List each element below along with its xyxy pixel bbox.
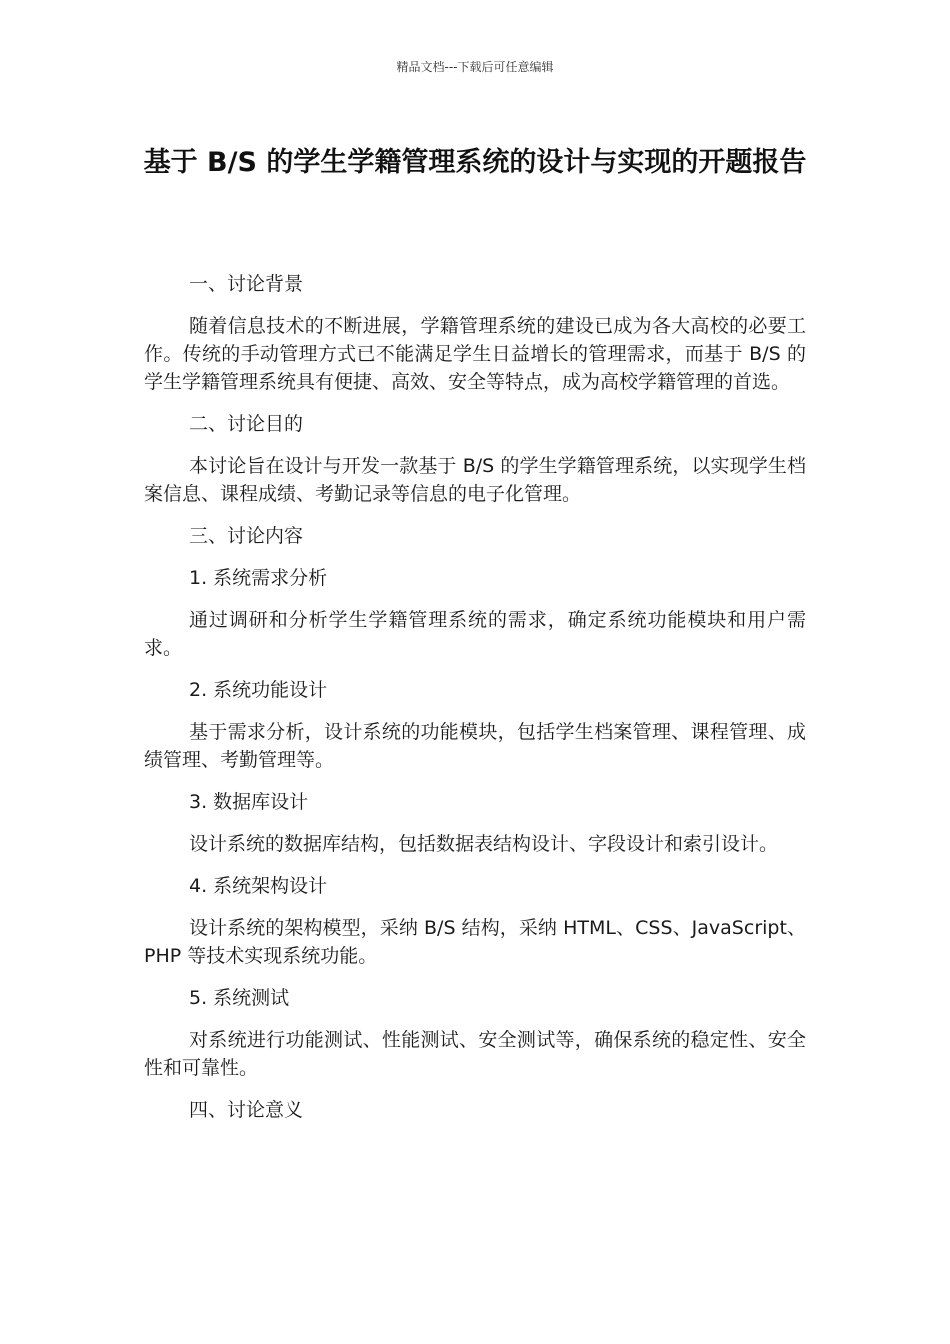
header-note: 精品文档---下载后可任意编辑	[396, 60, 554, 74]
subsection-heading: 4. 系统架构设计	[189, 875, 328, 897]
subsection-heading: 2. 系统功能设计	[189, 679, 328, 701]
section-heading: 四、讨论意义	[189, 1099, 304, 1121]
paragraph: 设计系统的架构模型，采纳 B/S 结构，采纳 HTML、CSS、JavaScript、PHP 等技术实现系统功能。	[144, 917, 806, 967]
paragraph: 本讨论旨在设计与开发一款基于 B/S 的学生学籍管理系统，以实现学生档案信息、课程成绩、考勤记录等信息的电子化管理。	[144, 455, 806, 505]
section-heading: 一、讨论背景	[189, 273, 304, 295]
paragraph: 对系统进行功能测试、性能测试、安全测试等，确保系统的稳定性、安全性和可靠性。	[144, 1029, 806, 1079]
paragraph: 设计系统的数据库结构，包括数据表结构设计、字段设计和索引设计。	[189, 833, 779, 855]
subsection-heading: 1. 系统需求分析	[189, 567, 328, 589]
subsection-heading: 5. 系统测试	[189, 987, 290, 1009]
document-body	[144, 270, 806, 1138]
paragraph: 随着信息技术的不断进展，学籍管理系统的建设已成为各大高校的必要工作。传统的手动管理方式已不能满足学生日益增长的管理需求，而基于 B/S 的学生学籍管理系统具有便捷、高效、安全等特点，成为高校学籍管理的首选。	[144, 315, 806, 393]
paragraph: 基于需求分析，设计系统的功能模块，包括学生档案管理、课程管理、成绩管理、考勤管理等。	[144, 721, 806, 771]
paragraph: 通过调研和分析学生学籍管理系统的需求，确定系统功能模块和用户需求。	[144, 609, 806, 659]
document-title: 基于 B/S 的学生学籍管理系统的设计与实现的开题报告	[143, 147, 807, 178]
section-heading: 二、讨论目的	[189, 413, 304, 435]
subsection-heading: 3. 数据库设计	[189, 791, 309, 813]
section-heading: 三、讨论内容	[189, 525, 304, 547]
